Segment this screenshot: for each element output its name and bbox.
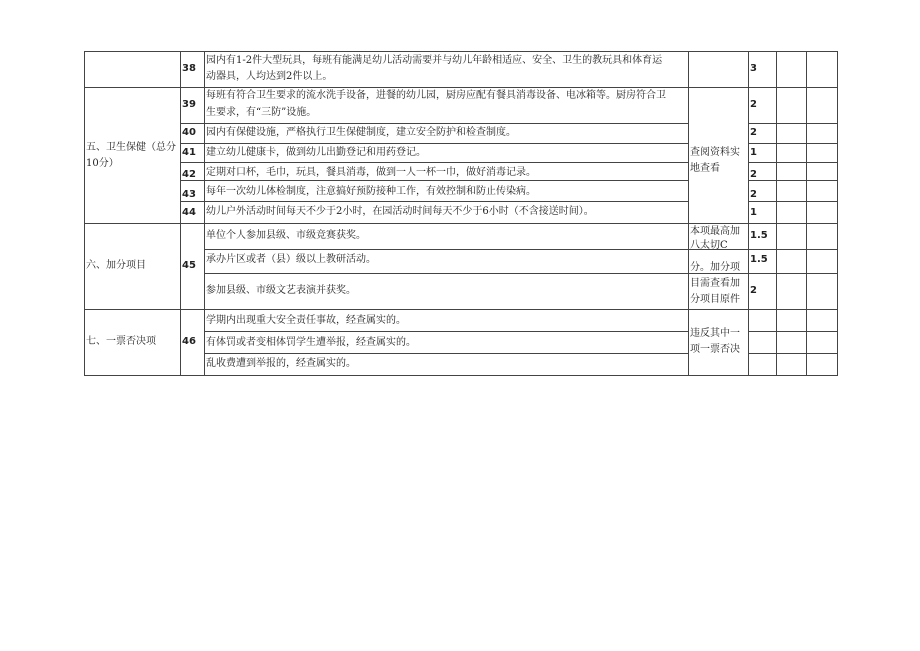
check-method: 地查看 xyxy=(690,163,720,174)
check-method: 分项目原件 xyxy=(690,294,740,305)
section-title: 10分） xyxy=(86,158,119,169)
item-number: 42 xyxy=(182,169,196,180)
item-number: 43 xyxy=(182,189,196,200)
item-text: 建立幼儿健康卡，做到幼儿出勤登记和用药登记。 xyxy=(206,147,426,158)
item-text: 承办片区或者（县）级以上教研活动。 xyxy=(206,254,376,265)
item-number: 41 xyxy=(182,147,196,158)
item-text: 定期对口杯，毛巾，玩具，餐具消毒，做到一人一杯一巾，做好消毒记录。 xyxy=(206,167,536,178)
section-title: 七、一票否决项 xyxy=(86,336,156,347)
check-method: 违反其中一 xyxy=(690,328,740,339)
item-number: 40 xyxy=(182,127,196,138)
item-text: 幼儿户外活动时间每天不少于2小时，在园活动时间每天不少于6小时（不含接送时间）。 xyxy=(206,206,594,217)
item-text: 学期内出现重大安全责任事故，经查属实的。 xyxy=(206,315,406,326)
item-score: 1.5 xyxy=(750,230,768,241)
item-score: 2 xyxy=(750,189,757,200)
item-text: 有体罚或者变相体罚学生遭举报，经查属实的。 xyxy=(206,337,416,348)
item-score: 1 xyxy=(750,147,757,158)
item-score: 2 xyxy=(750,285,757,296)
section-title: 五、卫生保健（总分 xyxy=(86,142,176,153)
item-score: 1.5 xyxy=(750,254,768,265)
check-method: 目需查看加 xyxy=(690,278,740,289)
item-text: 动器具，人均达到2件以上。 xyxy=(206,71,333,82)
item-number: 44 xyxy=(182,207,196,218)
item-number: 45 xyxy=(182,260,196,271)
item-score: 2 xyxy=(750,169,757,180)
item-score: 2 xyxy=(750,127,757,138)
item-score: 3 xyxy=(750,63,757,74)
check-method: 分。加分项 xyxy=(690,262,740,273)
item-text: 生要求，有“三防”设施。 xyxy=(206,107,317,118)
section-title: 六、加分项目 xyxy=(86,260,146,271)
item-score: 1 xyxy=(750,207,757,218)
item-text: 园内有保健设施，严格执行卫生保健制度，建立安全防护和检查制度。 xyxy=(206,127,516,138)
item-text: 乱收费遭到举报的，经查属实的。 xyxy=(206,358,356,369)
item-number: 46 xyxy=(182,336,196,347)
check-method: 本项最高加 xyxy=(690,226,740,237)
check-method: 项一票否决 xyxy=(690,344,740,355)
item-number: 38 xyxy=(182,63,196,74)
item-text: 参加县级、市级文艺表演并获奖。 xyxy=(206,285,356,296)
item-score: 2 xyxy=(750,99,757,110)
item-text: 每班有符合卫生要求的流水洗手设备，进餐的幼儿园，厨房应配有餐具消毒设备、电冰箱等。厨房符合卫 xyxy=(206,90,666,101)
item-text: 园内有1-2件大型玩具，每班有能满足幼儿活动需要并与幼儿年龄相适应、安全、卫生的教玩具和体育运 xyxy=(206,55,663,66)
item-text: 每年一次幼儿体检制度，注意搞好预防接种工作，有效控制和防止传染病。 xyxy=(206,186,536,197)
item-number: 39 xyxy=(182,99,196,110)
evaluation-table xyxy=(84,51,838,376)
item-text: 单位个人参加县级、市级竞赛获奖。 xyxy=(206,230,366,241)
check-method: 八太切C xyxy=(690,240,728,251)
check-method: 查阅资料实 xyxy=(690,147,740,158)
